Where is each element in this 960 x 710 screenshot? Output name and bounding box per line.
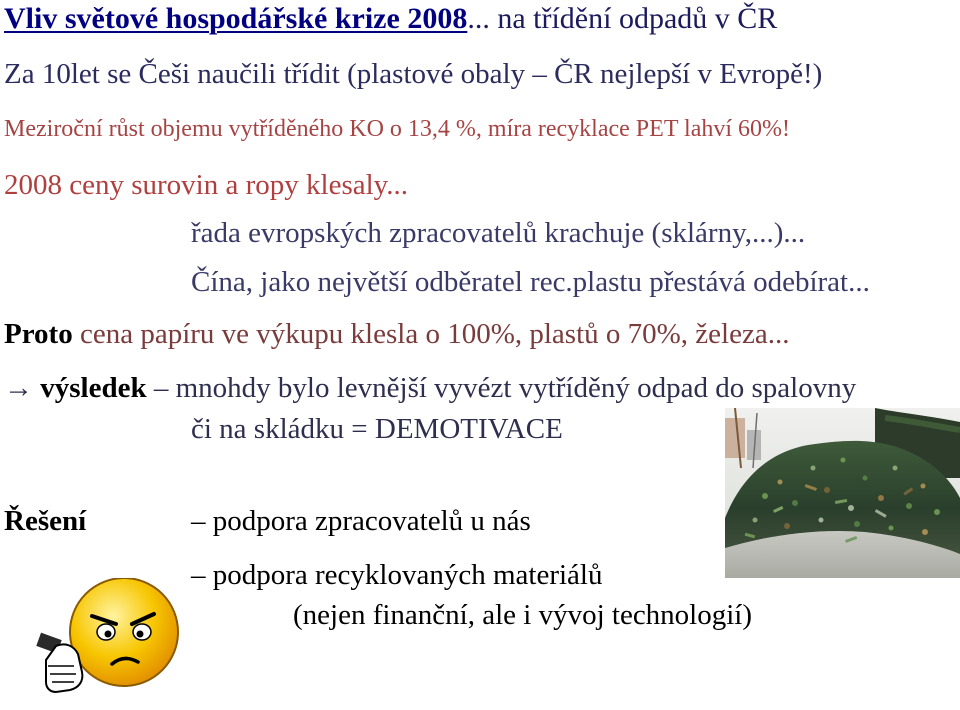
text-line-demotivation: či na skládku = DEMOTIVACE	[191, 413, 563, 445]
text-line-price-drop	[4, 320, 789, 349]
text-line-price-drop-bold: Proto	[4, 318, 73, 350]
text-line-result	[4, 374, 856, 403]
text-line-prices-fell: 2008 ceny surovin a ropy klesaly...	[4, 169, 409, 201]
glass-bottle-pile-photo	[725, 408, 960, 578]
solution-item-support-processors: – podpora zpracovatelů u nás	[191, 505, 531, 537]
text-line-recycling-success: Za 10let se Češi naučili třídit (plastové obaly – ČR nejlepší v Evropě!)	[4, 58, 823, 90]
slide-title	[4, 4, 777, 34]
solution-item-support-recycled-materials: – podpora recyklovaných materiálů	[191, 559, 603, 591]
text-line-result-rest: – mnohdy bylo levnější vyvézt vytříděný odpad do spalovny	[146, 372, 857, 404]
slide-title-bold: Vliv světové hospodářské krize 2008	[4, 2, 468, 35]
result-arrow-icon: →	[4, 372, 41, 404]
slide-title-rest: ... na třídění odpadů v ČR	[467, 2, 778, 35]
text-line-processors-bankrupt: řada evropských zpracovatelů krachuje (sklárny,...)...	[191, 217, 806, 249]
text-line-growth-statistics: Meziroční růst objemu vytříděného KO o 13,4 %, míra recyklace PET lahví 60%!	[4, 116, 791, 142]
text-line-china-stops-buying: Čína, jako největší odběratel rec.plastu přestává odebírat...	[191, 266, 870, 298]
angry-smiley-thumbs-down-icon	[36, 578, 182, 705]
text-line-result-bold: výsledek	[40, 372, 147, 404]
solution-label: Řešení	[4, 505, 87, 537]
text-line-price-drop-rest: cena papíru ve výkupu klesla o 100%, plastů o 70%, železa...	[72, 318, 790, 350]
solution-item-note: (nejen finanční, ale i vývoj technologií)	[293, 599, 753, 631]
